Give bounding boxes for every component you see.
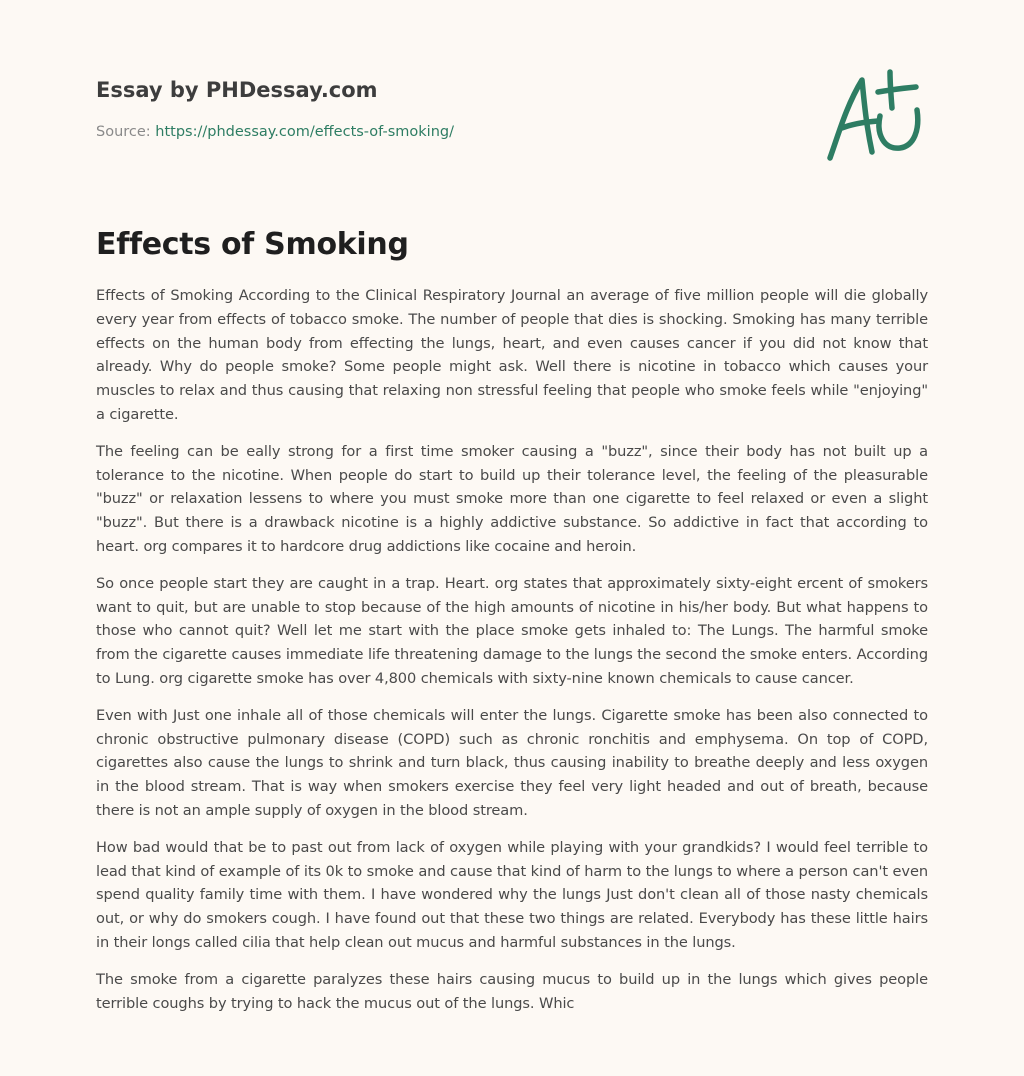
site-title: Essay by PHDessay.com (96, 78, 378, 102)
source-link[interactable]: https://phdessay.com/effects-of-smoking/ (155, 124, 454, 140)
essay-paragraph: The feeling can be eally strong for a first time smoker causing a "buzz", since their body has not built up a tolerance to the nicotine. When people do start to build up their tolerance level, the feeling of the pleasurable "buzz" or relaxation lessens to where you must smoke more than one cigarette to feel relaxed or even a slight "buzz". But there is a drawback nicotine is a highly addictive substance. So addictive in fact that according to heart. org compares it to hardcore drug addictions like cocaine and heroin. (96, 442, 928, 555)
essay-paragraph: How bad would that be to past out from lack of oxygen while playing with your grandkids? I would feel terrible to lead that kind of example of its 0k to smoke and cause that kind of harm to the lungs to where a person can't even spend quality family time with them. I have wondered why the lungs Just don't clean all of those nasty chemicals out, or why do smokers cough. I have found out that these two things are related. Everybody has these little hairs in their longs called cilia that help clean out mucus and harmful substances in the lungs. (96, 838, 928, 951)
essay-header (96, 76, 796, 142)
source-label: Source: (96, 124, 156, 140)
essay-paragraph: Effects of Smoking According to the Clinical Respiratory Journal an average of five million people will die globally every year from effects of tobacco smoke. The number of people that dies is shocking. Smoking has many terrible effects on the human body from effecting the lungs, heart, and even causes cancer if you did not know that already. Why do people smoke? Some people might ask. Well there is nicotine in tobacco which causes your muscles to relax and thus causing that relaxing non stressful feeling that people who smoke feels while "enjoying" a cigarette. (96, 287, 928, 423)
source-line (96, 122, 796, 142)
essay-paragraph: The smoke from a cigarette paralyzes these hairs causing mucus to build up in the lungs which gives people terrible coughs by trying to hack the mucus out of the lungs. Whic (96, 970, 928, 1012)
essay-title: Effects of Smoking (96, 227, 409, 262)
essay-paragraph: Even with Just one inhale all of those chemicals will enter the lungs. Cigarette smoke has been also connected to chronic obstructive pulmonary disease (COPD) such as chronic ronchitis and emphysema. On top of COPD, cigarettes also cause the lungs to shrink and turn black, thus causing inability to breathe deeply and less oxygen in the blood stream. That is way when smokers exercise they feel very light headed and out of breath, because there is not an ample supply of oxygen in the blood stream. (96, 706, 928, 819)
a-plus-grade-icon (820, 66, 928, 166)
essay-paragraph: So once people start they are caught in a trap. Heart. org states that approximately sixty-eight ercent of smokers want to quit, but are unable to stop because of the high amounts of nicotine in his/her body. But what happens to those who cannot quit? Well let me start with the place smoke gets inhaled to: The Lungs. The harmful smoke from the cigarette causes immediate life threatening damage to the lungs the second the smoke enters. According to Lung. org cigarette smoke has over 4,800 chemicals with sixty-nine known chemicals to cause cancer. (96, 574, 928, 687)
essay-body (96, 284, 928, 1028)
